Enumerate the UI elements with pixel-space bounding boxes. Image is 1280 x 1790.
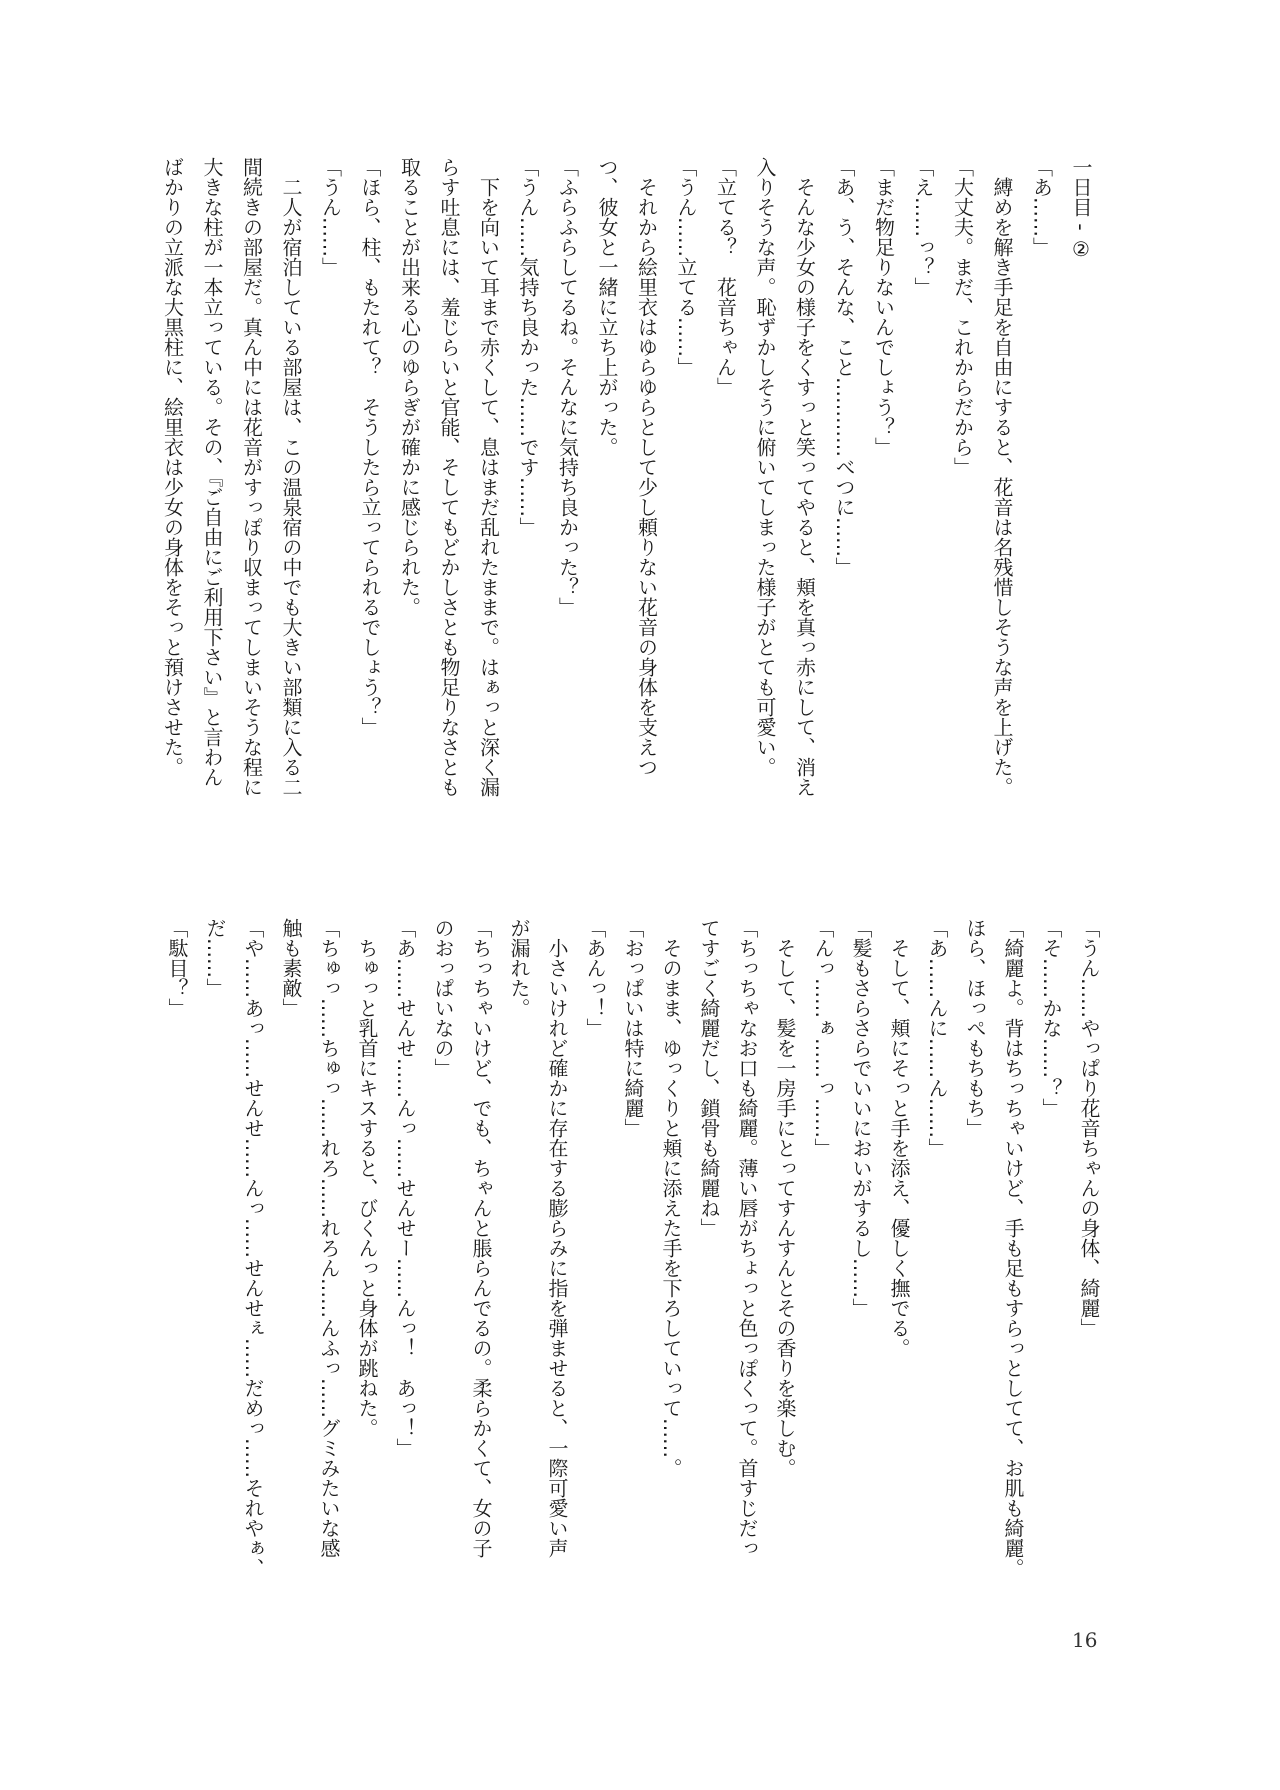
text-line: 「あんっ！」 <box>583 918 607 1038</box>
text-line: 「ちゅっ……ちゅっ……れろ……れろん……んふっ……グミみたいな感 <box>317 918 341 1558</box>
text-line: そして、頬にそっと手を添え、優しく撫でる。 <box>887 918 911 1358</box>
text-line: 間続きの部屋だ。真ん中には花音がすっぽり収まってしまいそうな程に <box>239 157 264 797</box>
text-line: つ、彼女と一緒に立ち上がった。 <box>595 157 619 457</box>
text-line: 「ふらふらしてるね。そんなに気持ち良かった？」 <box>555 157 580 617</box>
text-line: 縛めを解き手足を自由にすると、花音は名残惜しそうな声を上げた。 <box>990 157 1014 797</box>
text-line: 入りそうな声。恥ずかしそうに俯いてしまった様子がとても可愛い。 <box>753 157 777 777</box>
text-line: 「おっぱいは特に綺麗」 <box>621 918 645 1138</box>
page-number: 16 <box>1072 1628 1098 1652</box>
chapter-heading: 一日目 - ② <box>1069 157 1093 261</box>
text-line: ばかりの立派な大黒柱に、絵里衣は少女の身体をそっと預けさせた。 <box>160 157 185 777</box>
text-line: 「え……っ？」 <box>911 157 935 297</box>
text-line: てすごく綺麗だし、鎖骨も綺麗ね」 <box>697 918 721 1238</box>
text-line: 「あ……せんせ……んっ……せんせー……んっ！ あっ！」 <box>393 918 417 1458</box>
text-line: 「うん……やっぱり花音ちゃんの身体、綺麗」 <box>1077 918 1101 1338</box>
text-line: 大きな柱が一本立っている。その、『ご自由にご利用下さい』と言わん <box>200 157 224 787</box>
upper-text-block <box>152 157 1100 827</box>
text-line: 「大丈夫。まだ、これからだから」 <box>950 157 975 477</box>
text-line: ほら、ほっぺもちもち」 <box>963 918 987 1138</box>
text-line: 「うん……」 <box>318 157 343 277</box>
text-line: 「ちっちゃいけど、でも、ちゃんと脹らんでるの。柔らかくて、女の子 <box>469 918 493 1558</box>
lower-text-block <box>158 918 1108 1598</box>
text-line: が漏れた。 <box>507 918 531 1018</box>
text-line: 触も素敵」 <box>279 918 303 1018</box>
text-line: 「まだ物足りないんでしょう？」 <box>871 157 896 457</box>
text-line: 「ちっちゃなお口も綺麗。薄い唇がちょっと色っぽくって。首すじだっ <box>735 918 759 1558</box>
text-line: それから絵里衣はゆらゆらとして少し頼りない花音の身体を支えつ <box>634 157 659 777</box>
text-line: そして、髪を一房手にとってすんすんとその香りを楽しむ。 <box>773 918 797 1478</box>
text-line: ちゅっと乳首にキスすると、びくんっと身体が跳ねた。 <box>355 918 379 1438</box>
text-line: 下を向いて耳まで赤くして、息はまだ乱れたままで。はぁっと深く漏 <box>476 157 501 797</box>
text-line: 「綺麗よ。背はちっちゃいけど、手も足もすらっとしてて、お肌も綺麗。 <box>1001 918 1025 1578</box>
text-line: だ……」 <box>203 918 227 998</box>
text-line: 「髪もさらさらでいいにおいがするし……」 <box>849 918 873 1318</box>
text-line: 「立てる？ 花音ちゃん」 <box>713 157 738 397</box>
text-line: 「うん……立てる……」 <box>674 157 698 377</box>
text-line: 二人が宿泊している部屋は、この温泉宿の中でも大きい部類に入る二 <box>279 157 303 797</box>
text-line: 「そ……かな……？」 <box>1039 918 1063 1118</box>
text-line: 「や……あっ……せんせ……んっ……せんせぇ……だめっ……それやぁ、 <box>241 918 265 1578</box>
text-line: 「あ……」 <box>1029 157 1054 257</box>
text-line: 「あ、う、そんな、こと…………べつに……」 <box>832 157 856 577</box>
text-line: のおっぱいなの」 <box>431 918 455 1078</box>
text-line: そんな少女の様子をくすっと笑ってやると、頬を真っ赤にして、消え <box>792 157 817 797</box>
text-line: 「ほら、柱、もたれて？ そうしたら立ってられるでしょう？」 <box>358 157 382 737</box>
text-line: 取ることが出来る心のゆらぎが確かに感じられた。 <box>397 157 422 617</box>
text-line: らす吐息には、羞じらいと官能、そしてもどかしさとも物足りなさとも <box>437 157 461 797</box>
text-line: 小さいけれど確かに存在する膨らみに指を弾ませると、一際可愛い声 <box>545 918 569 1558</box>
text-line: 「駄目？」 <box>165 918 189 1018</box>
text-line: 「んっ……ぁ……っ……」 <box>811 918 835 1158</box>
text-line: 「うん……気持ち良かった……です……」 <box>516 157 540 537</box>
text-line: そのまま、ゆっくりと頬に添えた手を下ろしていって……。 <box>659 918 683 1478</box>
text-line: 「あ……んに……ん……」 <box>925 918 949 1158</box>
